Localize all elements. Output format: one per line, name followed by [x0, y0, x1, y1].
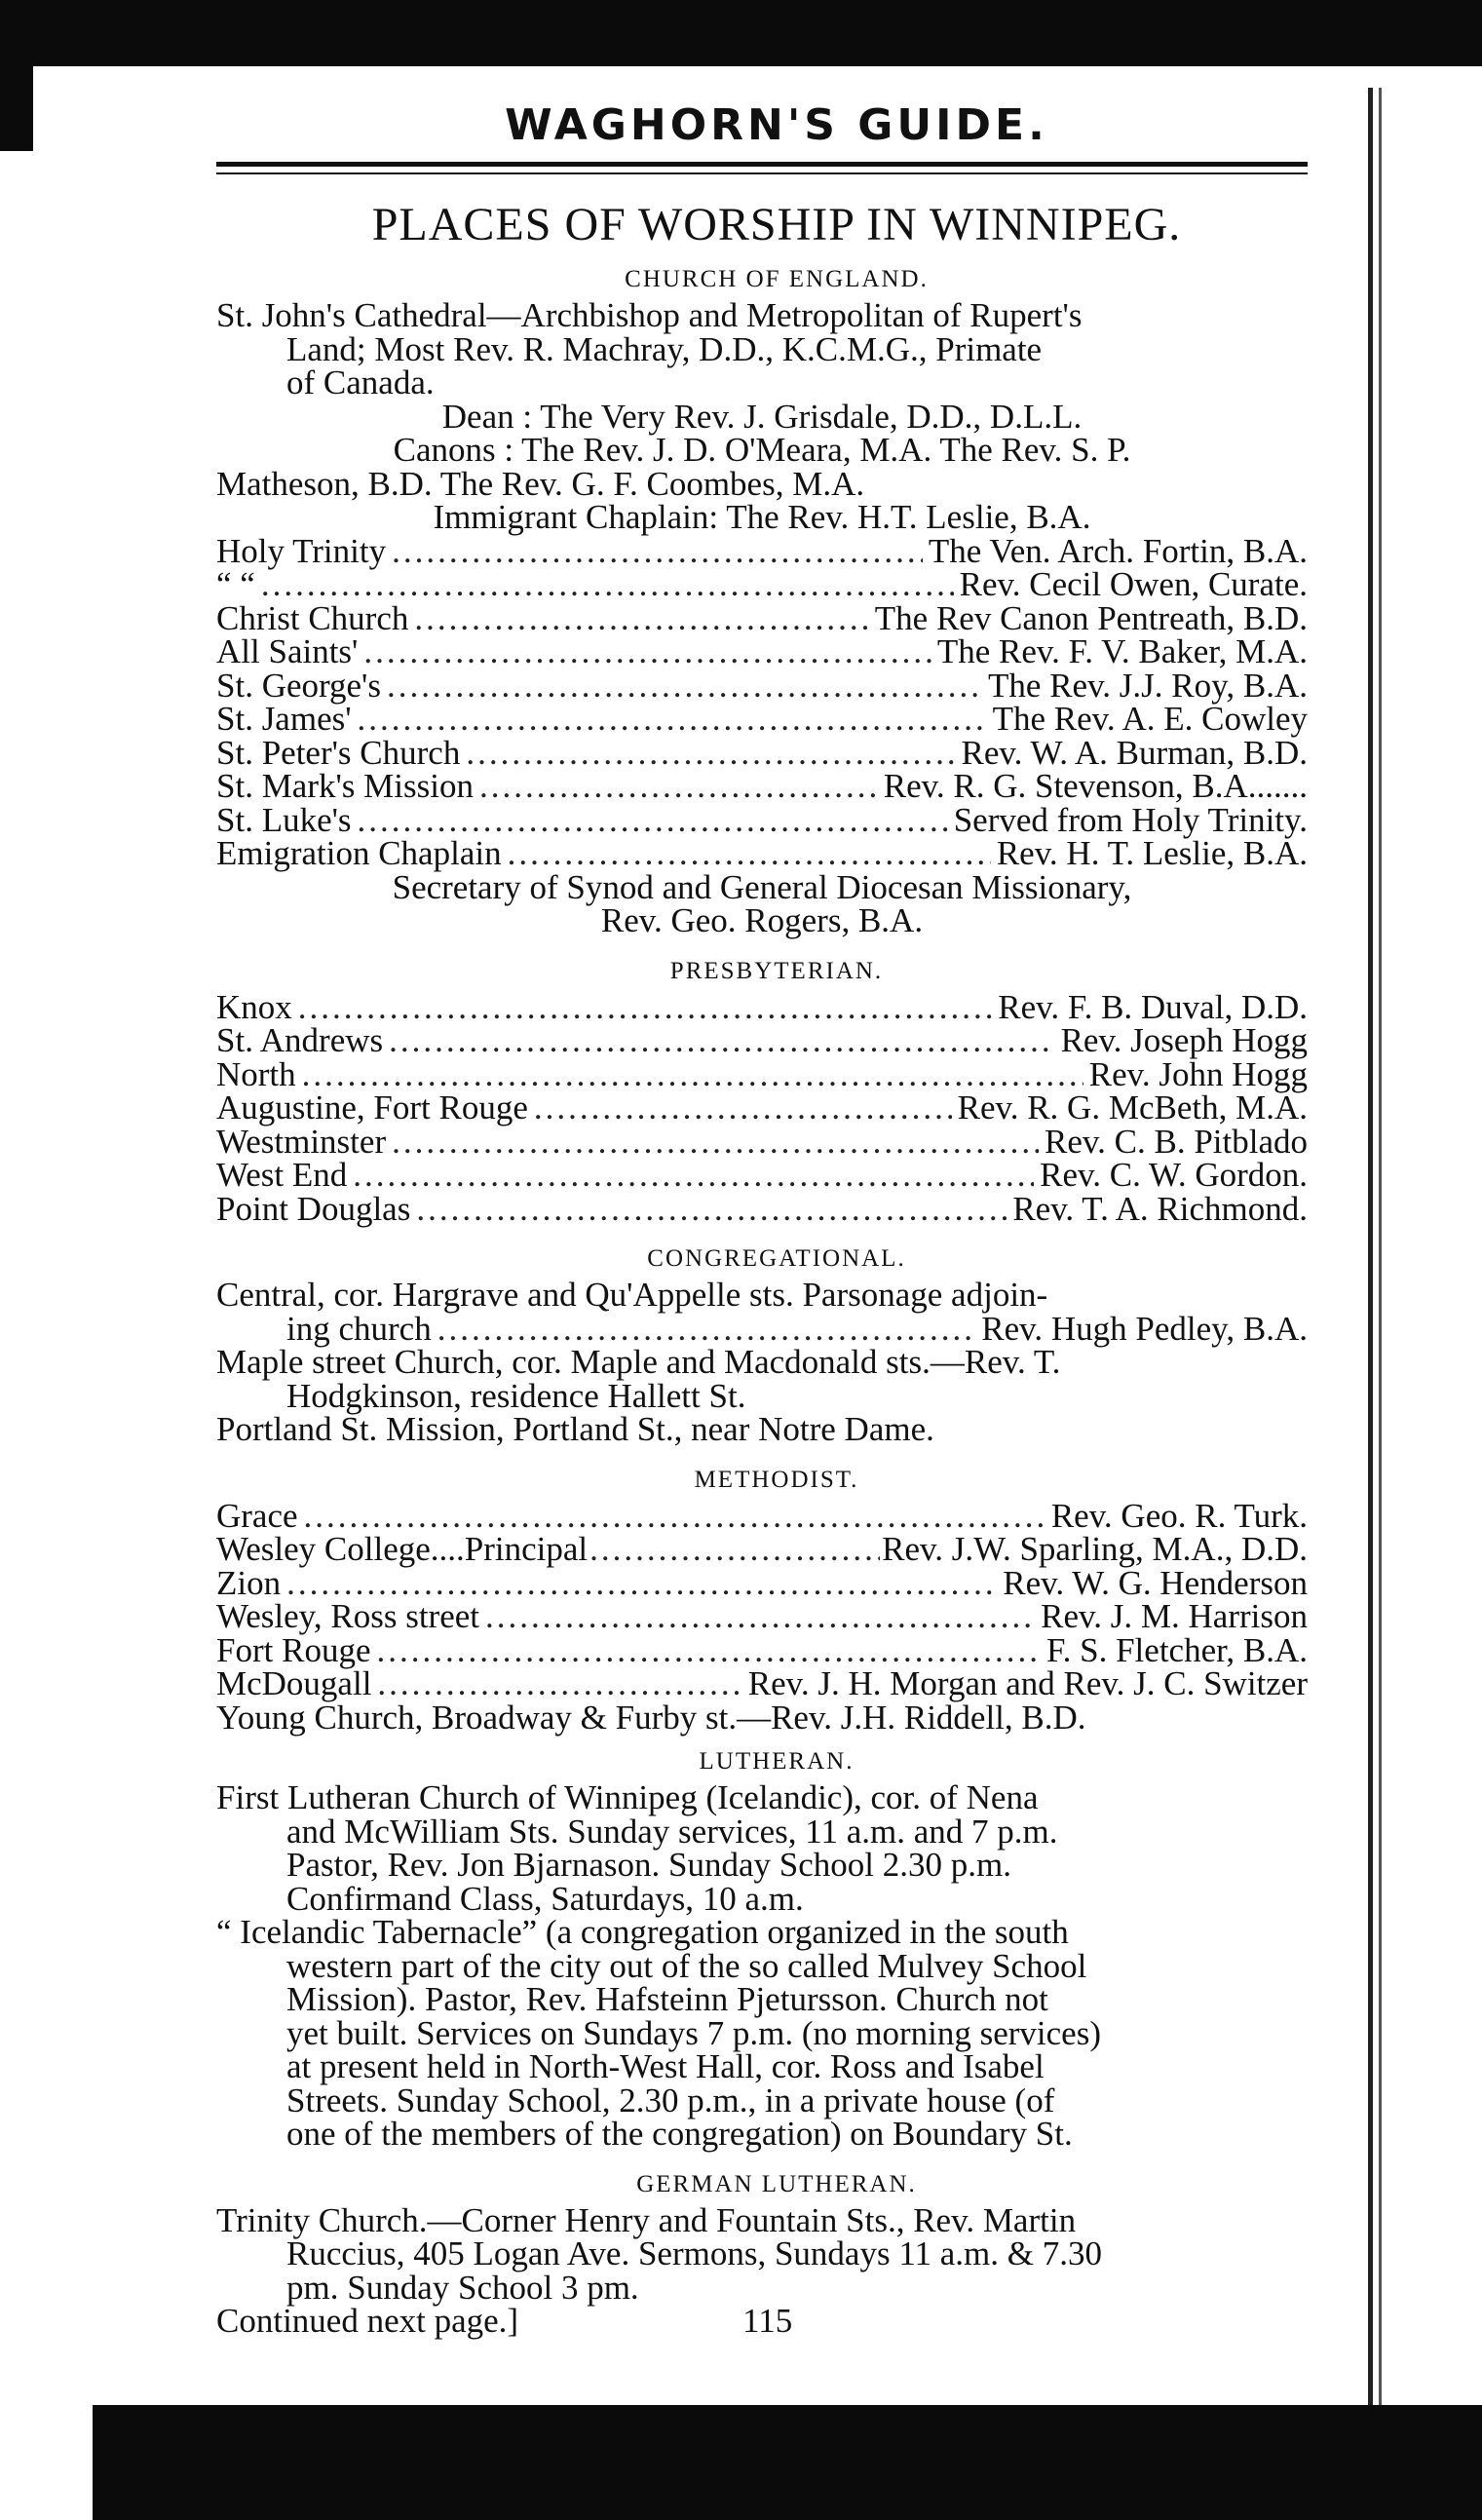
canons-line-2: Matheson, B.D. The Rev. G. F. Coombes, M.A.: [216, 464, 865, 503]
list-item: Knox ..... Rev. F. B. Duval, D.D.: [216, 991, 1308, 1025]
maple-line-2: Hodgkinson, residence Hallett St.: [286, 1376, 746, 1415]
tabernacle-line-5: at present held in North-West Hall, cor. Ross and Isabel: [286, 2047, 1045, 2085]
young-church-line: Young Church, Broadway & Furby st.—Rev. J.H. Riddell, B.D.: [216, 1698, 1086, 1737]
tabernacle-line-7: one of the members of the congregation) on Boundary St.: [286, 2115, 1073, 2153]
trinity-line-3: pm. Sunday School 3 pm.: [286, 2268, 639, 2307]
dean-line: Dean : The Very Rev. J. Grisdale, D.D., D.L.L.: [441, 397, 1083, 436]
list-item: Westminster ..... Rev. C. B. Pitblado: [216, 1126, 1308, 1160]
tabernacle-line-2: western part of the city out of the so called Mulvey School: [286, 1946, 1087, 1985]
list-item: St. Peter's Church ..... Rev. W. A. Burman, B.D.: [216, 737, 1308, 771]
tabernacle-line-4: yet built. Services on Sundays 7 p.m. (no morning services): [286, 2013, 1101, 2052]
trinity-line-1: Trinity Church.—Corner Henry and Fountain Sts., Rev. Martin: [216, 2200, 1077, 2239]
list-item: Christ Church ..... The Rev Canon Pentreath, B.D.: [216, 602, 1308, 636]
list-item: St. Mark's Mission ..... Rev. R. G. Stevenson, B.A.......: [216, 770, 1308, 804]
list-item: West End ..... Rev. C. W. Gordon.: [216, 1159, 1308, 1193]
cathedral-line-1: St. John's Cathedral—Archbishop and Metropolitan of Rupert's: [216, 296, 1083, 334]
list-item: St. Luke's ..... Served from Holy Trinity.: [216, 804, 1308, 838]
list-item: McDougall ..... Rev. J. H. Morgan and Rev. J. C. Switzer: [216, 1667, 1308, 1701]
list-item: Augustine, Fort Rouge ..... Rev. R. G. McBeth, M.A.: [216, 1091, 1308, 1126]
list-item: Wesley College....Principal ..... Rev. J.W. Sparling, M.A., D.D.: [216, 1533, 1308, 1567]
tabernacle-line-3: Mission). Pastor, Rev. Hafsteinn Pjetursson. Church not: [286, 1980, 1048, 2018]
page-number: 115: [742, 2302, 793, 2340]
section-heading-church-of-england: CHURCH OF ENGLAND.: [625, 266, 929, 292]
section-heading-presbyterian: PRESBYTERIAN.: [669, 957, 884, 984]
list-item: All Saints' ..... The Rev. F. V. Baker, M.A.: [216, 635, 1308, 669]
scan-border-top: [0, 0, 1482, 66]
methodist-entries: [216, 1496, 1337, 1702]
list-item: “ “ ..... Rev. Cecil Owen, Curate.: [216, 568, 1308, 602]
section-heading-methodist: METHODIST.: [694, 1466, 859, 1493]
header-rule: [216, 162, 1308, 174]
list-item: Holy Trinity ..... The Ven. Arch. Fortin, B.A.: [216, 535, 1308, 569]
page: [216, 88, 1337, 2407]
tabernacle-line-1: “ Icelandic Tabernacle” (a congregation organized in the south: [216, 1913, 1069, 1951]
list-item: Zion ..... Rev. W. G. Henderson: [216, 1567, 1308, 1601]
list-item: St. Andrews ..... Rev. Joseph Hogg: [216, 1024, 1308, 1058]
tabernacle-line-6: Streets. Sunday School, 2.30 p.m., in a private house (of: [286, 2081, 1055, 2119]
maple-line-1: Maple street Church, cor. Maple and Macdonald sts.—Rev. T.: [216, 1343, 1061, 1381]
trinity-line-2: Ruccius, 405 Logan Ave. Sermons, Sundays 11 a.m. & 7.30: [286, 2234, 1103, 2272]
list-item: Wesley, Ross street ..... Rev. J. M. Harrison: [216, 1600, 1308, 1634]
cathedral-line-3: of Canada.: [286, 363, 435, 401]
first-lutheran-line-4: Confirmand Class, Saturdays, 10 a.m.: [286, 1879, 804, 1918]
list-item: Fort Rouge ..... F. S. Fletcher, B.A.: [216, 1634, 1308, 1668]
list-item: St. George's ..... The Rev. J.J. Roy, B.A.: [216, 669, 1308, 704]
secretary-line-2: Rev. Geo. Rogers, B.A.: [600, 901, 924, 939]
list-item: Grace ..... Rev. Geo. R. Turk.: [216, 1500, 1308, 1534]
list-item: St. James' ..... The Rev. A. E. Cowley: [216, 703, 1308, 737]
immigrant-chaplain-line: Immigrant Chaplain: The Rev. H.T. Leslie, B.A.: [433, 498, 1091, 536]
section-heading-congregational: CONGREGATIONAL.: [647, 1245, 906, 1272]
page-footer: [216, 2302, 1308, 2340]
presbyterian-entries: [216, 987, 1337, 1228]
continued-note: Continued next page.]: [216, 2302, 519, 2340]
scan-border-bottom: [93, 2405, 1482, 2520]
cathedral-line-2: Land; Most Rev. R. Machray, D.D., K.C.M.G., Primate: [286, 329, 1043, 368]
section-heading-lutheran: LUTHERAN.: [699, 1748, 855, 1775]
list-item: Point Douglas ..... Rev. T. A. Richmond.: [216, 1193, 1308, 1227]
first-lutheran-line-3: Pastor, Rev. Jon Bjarnason. Sunday School 2.30 p.m.: [286, 1846, 1011, 1884]
list-item: Emigration Chaplain ..... Rev. H. T. Leslie, B.A.: [216, 837, 1308, 871]
running-head: WAGHORN'S GUIDE.: [505, 100, 1048, 150]
central-line-1: Central, cor. Hargrave and Qu'Appelle sts. Parsonage adjoin-: [216, 1276, 1048, 1314]
central-line-2: ing church ..... Rev. Hugh Pedley, B.A.: [216, 1313, 1308, 1347]
first-lutheran-line-2: and McWilliam Sts. Sunday services, 11 a.m. and 7 p.m.: [286, 1812, 1058, 1851]
portland-line: Portland St. Mission, Portland St., near Notre Dame.: [216, 1410, 934, 1448]
secretary-line-1: Secretary of Synod and General Diocesan Missionary,: [392, 867, 1132, 906]
section-heading-german-lutheran: GERMAN LUTHERAN.: [636, 2170, 917, 2197]
first-lutheran-line-1: First Lutheran Church of Winnipeg (Icelandic), cor. of Nena: [216, 1778, 1039, 1816]
canons-line-1: Canons : The Rev. J. D. O'Meara, M.A. The Rev. S. P.: [393, 431, 1131, 469]
list-item: North ..... Rev. John Hogg: [216, 1058, 1308, 1092]
church-of-england-entries: [216, 531, 1337, 872]
page-title: PLACES OF WORSHIP IN WINNIPEG.: [371, 199, 1182, 250]
scan-border-left: [0, 58, 33, 151]
